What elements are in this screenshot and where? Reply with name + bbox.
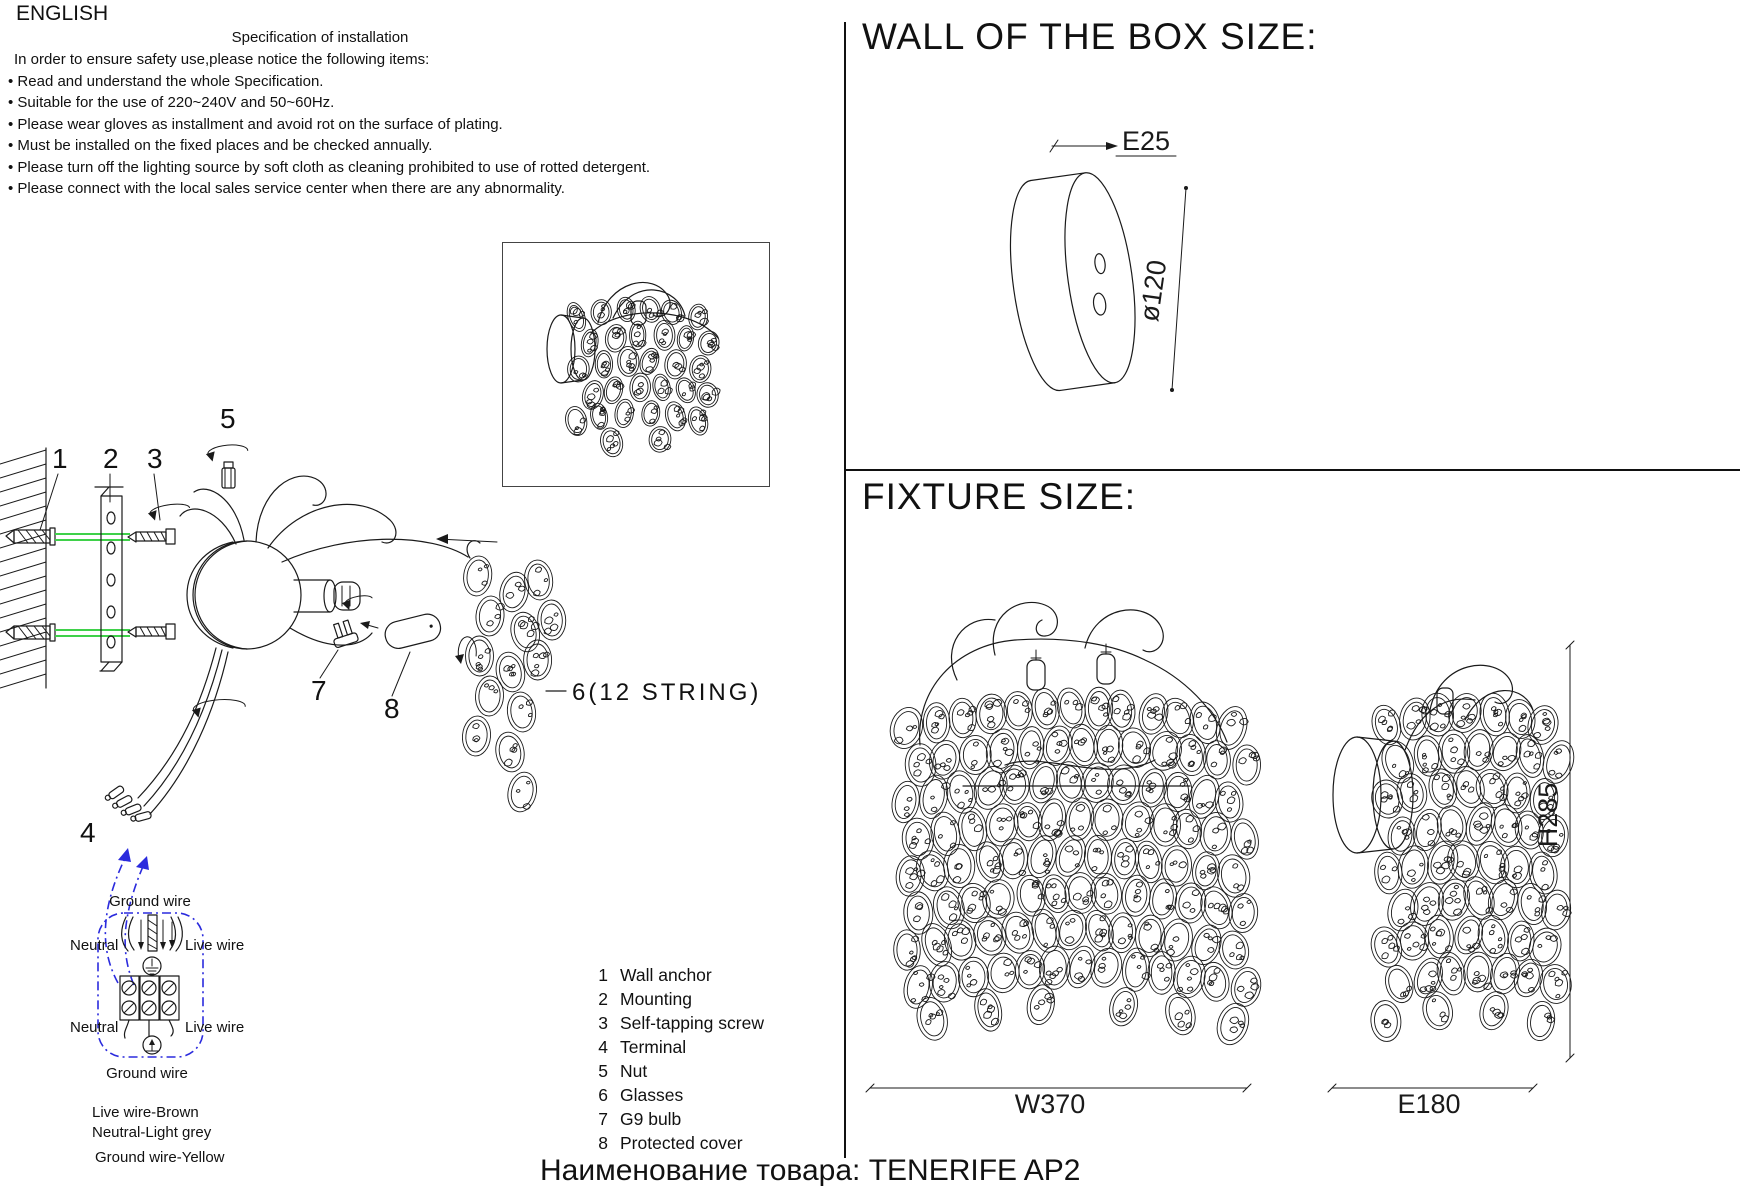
fixture-side-view bbox=[1333, 665, 1579, 1042]
wall-box-drawing bbox=[950, 100, 1280, 420]
part-number: 5 bbox=[598, 1061, 608, 1081]
depth-dimension bbox=[1050, 126, 1176, 156]
part-number: 2 bbox=[598, 989, 608, 1009]
part-name: Mounting bbox=[620, 989, 692, 1009]
anchor-alignment-lines bbox=[55, 630, 130, 636]
part-number: 7 bbox=[598, 1109, 608, 1129]
legend-neutral: Neutral-Light grey bbox=[92, 1124, 212, 1141]
language-label: ENGLISH bbox=[16, 2, 109, 25]
self-tapping-screw bbox=[128, 529, 175, 544]
part-name: Self-tapping screw bbox=[620, 1013, 764, 1033]
fixture-front-view bbox=[885, 602, 1264, 1048]
part-number: 1 bbox=[598, 965, 608, 985]
part-name: Protected cover bbox=[620, 1133, 743, 1153]
fixture-size-heading: FIXTURE SIZE: bbox=[862, 476, 1137, 517]
mounting-bracket bbox=[95, 487, 123, 671]
crystal-strings bbox=[461, 554, 567, 814]
part-name: Glasses bbox=[620, 1085, 684, 1105]
safety-item: • Please turn off the lighting source by soft cloth as cleaning prohibited to use of rotted detergent. bbox=[8, 157, 650, 178]
safety-item: • Must be installed on the fixed places and be checked annually. bbox=[8, 135, 650, 156]
spec-intro: In order to ensure safety use,please notice the following items: bbox=[14, 51, 430, 68]
part-name: Wall anchor bbox=[620, 965, 712, 985]
callout-1-wall-anchor: 1 bbox=[52, 443, 68, 474]
ground-symbol-bottom bbox=[143, 1036, 161, 1054]
part-number: 6 bbox=[598, 1085, 608, 1105]
arrow-to-arm bbox=[436, 534, 448, 544]
safety-item: • Please wear gloves as installment and avoid rot on the surface of plating. bbox=[8, 114, 650, 135]
safety-item: • Suitable for the use of 220~240V and 50~60Hz. bbox=[8, 92, 650, 113]
horizontal-divider bbox=[845, 469, 1740, 471]
protected-cover bbox=[382, 611, 443, 651]
neutral-label-bottom: Neutral bbox=[70, 1019, 119, 1036]
mount-hole bbox=[1094, 253, 1107, 274]
string-hook bbox=[467, 541, 480, 558]
part-number: 3 bbox=[598, 1013, 608, 1033]
part-number: 4 bbox=[598, 1037, 608, 1057]
mount-hole bbox=[1092, 292, 1107, 315]
wire-routing-arrow bbox=[105, 856, 126, 983]
callout-4-terminal: 4 bbox=[80, 817, 96, 848]
live-wire-label-bottom: Live wire bbox=[185, 1019, 245, 1036]
callout-5-nut: 5 bbox=[220, 403, 236, 434]
ground-wire-label-bottom: Ground wire bbox=[106, 1065, 188, 1082]
installation-exploded-diagram bbox=[0, 390, 770, 1200]
dim-e180-label: E180 bbox=[1397, 1089, 1461, 1119]
dim-w370-label: W370 bbox=[1014, 1089, 1086, 1119]
terminal-block bbox=[120, 976, 179, 1038]
callout-8-protected-cover: 8 bbox=[384, 693, 400, 724]
wall-anchor bbox=[6, 528, 55, 545]
canopy-wires bbox=[138, 648, 228, 814]
nut bbox=[222, 462, 235, 488]
safety-instructions-list bbox=[8, 71, 650, 199]
legend-live-wire: Live wire-Brown bbox=[92, 1104, 199, 1121]
part-name: Terminal bbox=[620, 1037, 687, 1057]
part-name: G9 bulb bbox=[620, 1109, 682, 1129]
callout-3-screw: 3 bbox=[147, 443, 163, 474]
safety-item: • Read and understand the whole Specification. bbox=[8, 71, 650, 92]
part-number: 8 bbox=[598, 1133, 608, 1153]
wall-box-cylinder bbox=[999, 168, 1146, 394]
part-name: Nut bbox=[620, 1061, 648, 1081]
dim-e25-label: E25 bbox=[1122, 126, 1171, 156]
callout-7-g9-bulb: 7 bbox=[311, 675, 327, 706]
safety-item: • Please connect with the local sales service center when there are any abnormality. bbox=[8, 178, 650, 199]
canopy bbox=[187, 541, 301, 649]
depth-dimension bbox=[1328, 1084, 1537, 1119]
ground-wire-label-top: Ground wire bbox=[109, 893, 191, 910]
incoming-wires bbox=[122, 915, 183, 951]
g9-socket-and-bulb bbox=[294, 580, 360, 612]
string-count-note: 6(12 STRING) bbox=[572, 679, 762, 706]
fixture-size-drawings bbox=[845, 560, 1740, 1120]
wall-anchor bbox=[6, 624, 55, 641]
callout-2-mounting: 2 bbox=[103, 443, 119, 474]
fixture-arms bbox=[180, 476, 468, 645]
product-title: Наименование товара: TENERIFE AP2 bbox=[540, 1154, 1081, 1187]
wall-hatching bbox=[0, 450, 46, 688]
diameter-dimension bbox=[1134, 186, 1188, 392]
crystal-strings bbox=[885, 685, 1264, 1049]
ground-symbol-top bbox=[143, 957, 161, 975]
canopy-disc bbox=[1333, 737, 1381, 853]
neutral-label-top: Neutral bbox=[70, 937, 119, 954]
self-tapping-screw bbox=[128, 624, 175, 639]
wall-box-size-heading: WALL OF THE BOX SIZE: bbox=[862, 16, 1318, 57]
dim-diameter-label: ø120 bbox=[1133, 258, 1173, 324]
anchor-alignment-lines bbox=[55, 534, 130, 540]
width-dimension bbox=[866, 1084, 1251, 1119]
legend-ground-wire: Ground wire-Yellow bbox=[95, 1149, 225, 1166]
live-wire-label-top: Live wire bbox=[185, 937, 245, 954]
spec-title: Specification of installation bbox=[231, 29, 409, 46]
dim-h285-label: H285 bbox=[1533, 782, 1563, 848]
